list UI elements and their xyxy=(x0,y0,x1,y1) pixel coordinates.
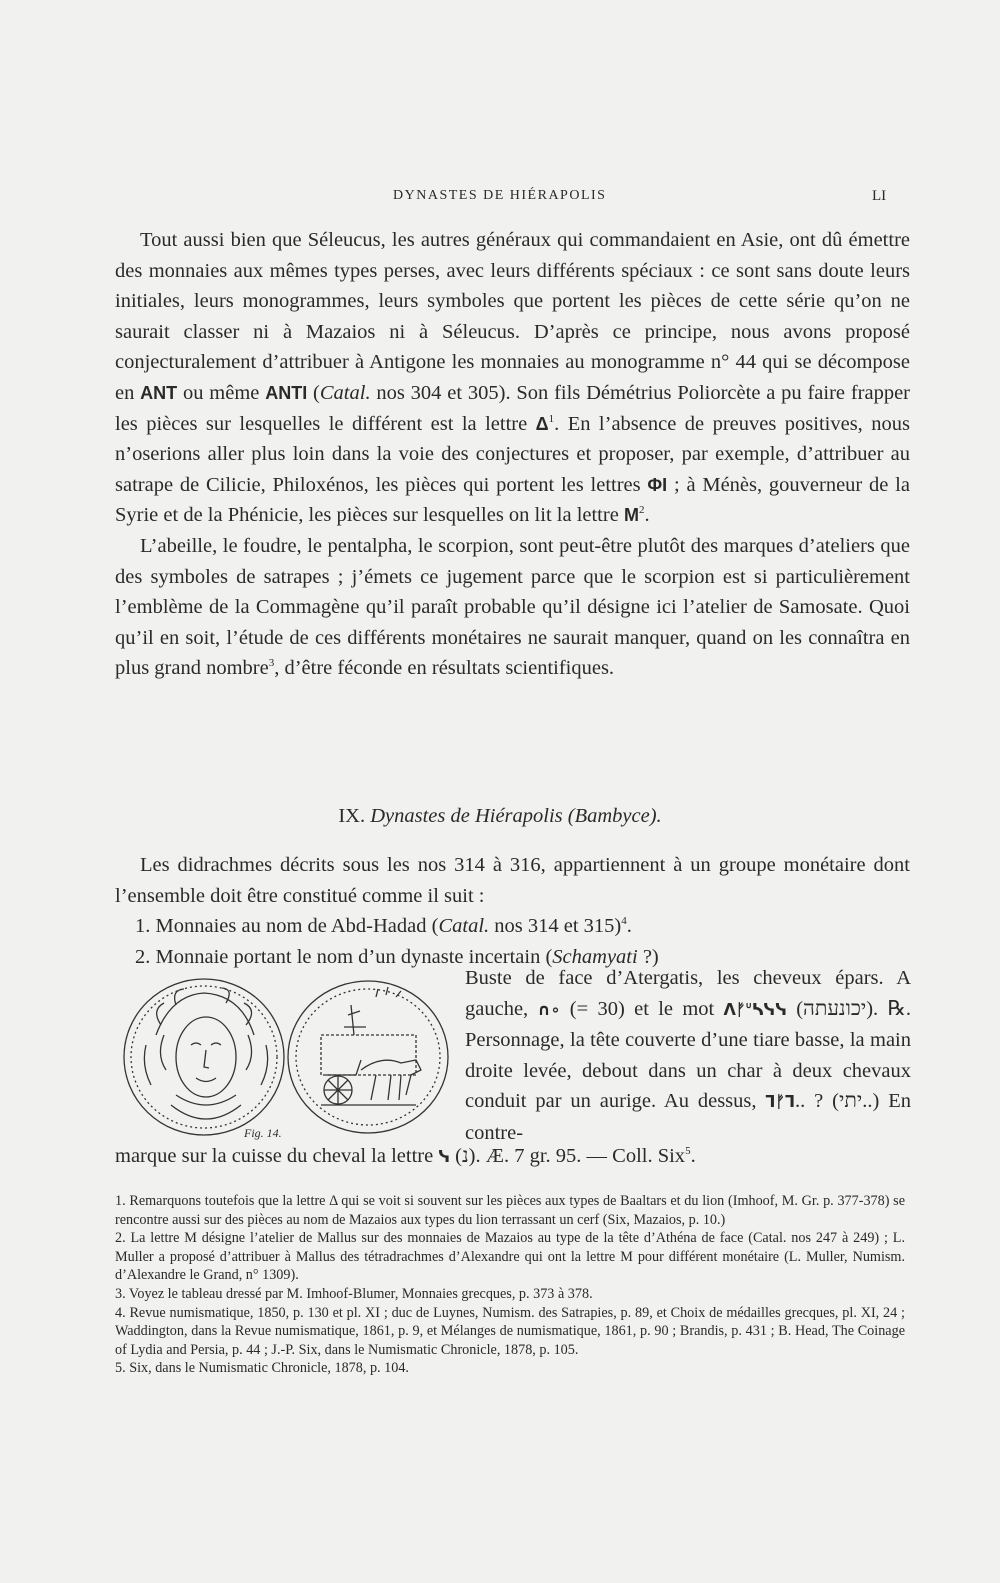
footnote-5: 5. Six, dans le Numismatic Chronicle, 1878, p. 104. xyxy=(115,1360,409,1377)
footnote-2: 2. La lettre M désigne l’atelier de Mallus sur des monnaies de Mazaios au type de la tête d’Athéna de face (Catal. nos 247 à 249) ; L. Muller a proposé d’attribuer à Mallus des tétradrachmes d’Alexandre qui ont la lettre M pour différent monétaire (L. Muller, Numism. d’Alexandre le Grand, n° 1309). xyxy=(115,1230,905,1284)
text-run: . En l’absence de preuves positives, nous n’oserions aller plus loin dans la voie des conjectures et proposer, par exemple, d’attribuer au satrape de Cilicie, Philoxénos, les pièces qui portent les lettres xyxy=(115,412,910,496)
text-run: ; à Ménès, gouverneur de la Syrie et de la Phénicie, les pièces sur lesquelles on lit la lettre xyxy=(115,473,910,527)
text-run: Buste de face d’Atergatis, les cheveux épars. A gauche, xyxy=(465,967,911,1020)
text-run: (יכונעתה). ℞. Personnage, la tête couverte d’une tiare basse, la main droite levée, debout dans un char à deux chevaux conduit par un aurige. Au dessus, xyxy=(465,997,911,1113)
paragraph-3: Les didrachmes décrits sous les nos 314 à 316, appartiennent à un groupe monétaire dont l’ensemble doit être constitué comme il suit : xyxy=(115,854,910,907)
text-run: . xyxy=(690,1145,696,1167)
greek-letter-delta: Δ xyxy=(535,413,549,434)
paragraph-1 xyxy=(115,225,910,531)
text-run: ( xyxy=(307,381,320,404)
footnote-4: 4. Revue numismatique, 1850, p. 130 et pl. XI ; duc de Luynes, Numism. des Satrapies, p. 89, et Choix de médailles grecques, pl. XI, 24 ; Waddington, dans la Revue numismatique, 1861, p. 9, et Mélanges de numismatique, 1861, p. 90 ; Brandis, p. 431 ; B. Head, The Coinage of Lydia and Persia, p. 44 ; J.-P. Six, dans le Numismatic Chronicle, 1878, p. 105. xyxy=(115,1304,905,1358)
coin-reverse xyxy=(288,981,448,1133)
section-number: IX. xyxy=(338,805,366,827)
footnotes xyxy=(115,1192,905,1378)
text-run: nos 314 et 315) xyxy=(489,915,622,938)
running-title: DYNASTES DE HIÉRAPOLIS xyxy=(393,188,607,203)
text-run: (נ). Æ. 7 gr. 95. — Coll. Six xyxy=(450,1145,686,1167)
dynast-name: Schamyati xyxy=(552,945,638,968)
footnote-ref-5[interactable]: 5 xyxy=(685,1145,691,1158)
text-run: Monnaie portant le nom d’un dynaste incertain ( xyxy=(155,945,553,968)
text-run: ?) xyxy=(637,945,659,968)
phoenician-legend: ᐱᚠᐡᓴᓭᓭ xyxy=(723,999,787,1019)
text-run: ou même xyxy=(177,381,266,404)
text-run: . xyxy=(626,915,632,938)
greek-letters-phi: ΦΙ xyxy=(647,474,668,495)
footnote-ref-1[interactable]: 1 xyxy=(548,412,555,425)
paragraph-2 xyxy=(115,531,910,684)
list-number: 1. xyxy=(135,915,151,938)
greek-letter-m: M xyxy=(623,505,639,526)
page-number: LI xyxy=(872,188,887,204)
main-text-block xyxy=(115,225,910,684)
text-run: marque sur la cuisse du cheval la lettre xyxy=(115,1145,439,1167)
text-run: . xyxy=(644,504,650,527)
greek-letters-anti: ANTI xyxy=(265,382,308,403)
text-run: Tout aussi bien que Séleucus, les autres généraux qui commandaient en Asie, ont dû émettre des monnaies aux mêmes types perses, avec leurs différents spéciaux : ce sont sans doute leurs initiales, leurs monogrammes, leurs symboles que portent les pièces de cette série qu’on ne saurait classer ni à Mazaios ni à Séleucus. D’après ce principe, nous avons proposé conjecturalement d’attribuer à Antigone les monnaies au monogramme n° 44 qui se décompose en xyxy=(115,229,910,404)
text-run: nos 304 et 305). Son fils Démétrius Poliorcète a pu faire frapper les pièces sur lesquelles le différent est la lettre xyxy=(115,381,911,435)
section-heading: IX. Dynastes de Hiérapolis (Bambyce). xyxy=(338,805,662,827)
footnote-ref-2[interactable]: 2 xyxy=(638,504,645,517)
figure-caption: Fig. 14. xyxy=(244,1126,282,1140)
footnote-ref-3[interactable]: 3 xyxy=(268,657,275,670)
coin-obverse xyxy=(124,979,284,1135)
text-run: .. ? (יתי..) En contre- xyxy=(465,1090,911,1144)
coin-illustration xyxy=(116,975,454,1143)
section-text-block xyxy=(115,850,910,972)
coin-description xyxy=(465,963,911,1149)
list-number: 2. xyxy=(135,945,151,968)
greek-letters-ant: ANT xyxy=(140,382,178,403)
list-item-1 xyxy=(115,911,910,942)
text-run: (= 30) et le mot xyxy=(560,997,724,1020)
phoenician-legend-2: ᒣᚠᒣ xyxy=(765,1092,796,1112)
text-run: L’abeille, le foudre, le pentalpha, le scorpion, sont peut-être plutôt des marques d’ateliers que des symboles de satrapes ; j’émets ce jugement parce que le scorpion est si particulièrement l’emblème de la Commagène qu’il paraît probable qu’il désigne ici l’atelier de Samosate. Quoi qu’il en soit, l’étude de ces différents monétaires ne saurait manquer, quand on les connaîtra en plus grand nombre xyxy=(115,534,910,680)
text-run: , d’être féconde en résultats scientifiques. xyxy=(274,657,615,680)
coin-figure xyxy=(116,975,454,1143)
footnote-1: 1. Remarquons toutefois que la lettre Δ qui se voit si souvent sur les pièces aux types de Baaltars et du lion (Imhoof, M. Gr. p. 377-378) se rencontre aussi sur des pièces au nom de Mazaios aux types du lion terrassant un cerf (Six, Mazaios, p. 10.) xyxy=(115,1193,905,1228)
phoenician-letter: ᓭ xyxy=(438,1147,451,1166)
catalogue-ref: Catal. xyxy=(319,381,371,404)
catalogue-ref: Catal. xyxy=(438,915,490,938)
running-header xyxy=(0,188,1000,210)
phoenician-numeral: ∩∘ xyxy=(537,999,561,1019)
coin-description-end xyxy=(115,1145,910,1168)
section-title: Dynastes de Hiérapolis xyxy=(370,805,563,827)
section-subtitle: Bambyce xyxy=(574,805,650,827)
footnote-3: 3. Voyez le tableau dressé par M. Imhoof-Blumer, Monnaies grecques, p. 373 à 378. xyxy=(115,1285,593,1302)
text-run: Monnaies au nom de Abd-Hadad ( xyxy=(155,915,439,938)
footnote-ref-4[interactable]: 4 xyxy=(621,915,627,928)
